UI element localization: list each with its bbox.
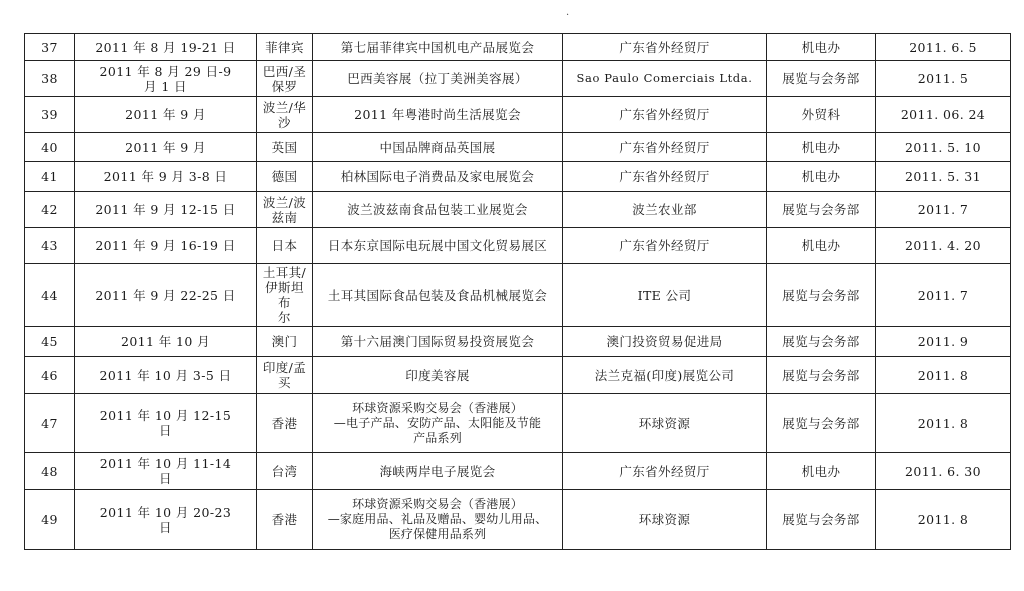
exhibition-name: 2011 年粤港时尚生活展览会 [313, 97, 563, 133]
row-number: 48 [25, 453, 75, 490]
table-row [25, 97, 1011, 133]
deadline: 2011. 6. 30 [876, 453, 1011, 490]
organizer: ITE 公司 [563, 264, 767, 327]
exhibition-name: 日本东京国际电玩展中国文化贸易展区 [313, 228, 563, 264]
exhibition-location: 印度/孟 买 [257, 357, 313, 394]
exhibition-location: 香港 [257, 490, 313, 550]
exhibition-table [24, 33, 1011, 550]
table-row [25, 162, 1011, 192]
exhibition-date: 2011 年 9 月 16-19 日 [75, 228, 257, 264]
deadline: 2011. 4. 20 [876, 228, 1011, 264]
row-number: 37 [25, 34, 75, 61]
deadline: 2011. 8 [876, 490, 1011, 550]
responsible-department: 展览与会务部 [767, 61, 876, 97]
organizer: 波兰农业部 [563, 192, 767, 228]
exhibition-date: 2011 年 9 月 [75, 133, 257, 162]
exhibition-name: 第七届菲律宾中国机电产品展览会 [313, 34, 563, 61]
exhibition-date: 2011 年 8 月 19-21 日 [75, 34, 257, 61]
row-number: 39 [25, 97, 75, 133]
organizer: Sao Paulo Comerciais Ltda. [563, 61, 767, 97]
organizer: 澳门投资贸易促进局 [563, 327, 767, 357]
exhibition-name: 波兰波兹南食品包装工业展览会 [313, 192, 563, 228]
row-number: 46 [25, 357, 75, 394]
exhibition-location: 英国 [257, 133, 313, 162]
table-row [25, 61, 1011, 97]
exhibition-location: 香港 [257, 394, 313, 453]
responsible-department: 展览与会务部 [767, 264, 876, 327]
exhibition-date: 2011 年 10 月 [75, 327, 257, 357]
scan-speck: · [566, 10, 570, 21]
deadline: 2011. 6. 5 [876, 34, 1011, 61]
organizer: 广东省外经贸厅 [563, 162, 767, 192]
exhibition-date: 2011 年 9 月 22-25 日 [75, 264, 257, 327]
deadline: 2011. 8 [876, 394, 1011, 453]
organizer: 广东省外经贸厅 [563, 34, 767, 61]
row-number: 41 [25, 162, 75, 192]
responsible-department: 展览与会务部 [767, 394, 876, 453]
organizer: 法兰克福(印度)展览公司 [563, 357, 767, 394]
exhibition-name: 巴西美容展（拉丁美洲美容展） [313, 61, 563, 97]
table-row [25, 34, 1011, 61]
responsible-department: 机电办 [767, 133, 876, 162]
exhibition-date: 2011 年 8 月 29 日-9 月 1 日 [75, 61, 257, 97]
responsible-department: 展览与会务部 [767, 357, 876, 394]
exhibition-date: 2011 年 9 月 [75, 97, 257, 133]
organizer: 环球资源 [563, 490, 767, 550]
responsible-department: 机电办 [767, 453, 876, 490]
row-number: 45 [25, 327, 75, 357]
table-row [25, 264, 1011, 327]
deadline: 2011. 06. 24 [876, 97, 1011, 133]
exhibition-date: 2011 年 10 月 3-5 日 [75, 357, 257, 394]
exhibition-name: 土耳其国际食品包装及食品机械展览会 [313, 264, 563, 327]
exhibition-date: 2011 年 10 月 12-15 日 [75, 394, 257, 453]
deadline: 2011. 5. 10 [876, 133, 1011, 162]
deadline: 2011. 5. 31 [876, 162, 1011, 192]
responsible-department: 展览与会务部 [767, 327, 876, 357]
exhibition-location: 澳门 [257, 327, 313, 357]
row-number: 43 [25, 228, 75, 264]
table-row [25, 453, 1011, 490]
exhibition-date: 2011 年 10 月 11-14 日 [75, 453, 257, 490]
deadline: 2011. 7 [876, 264, 1011, 327]
exhibition-name: 环球资源采购交易会（香港展） —电子产品、安防产品、太阳能及节能 产品系列 [313, 394, 563, 453]
organizer: 广东省外经贸厅 [563, 228, 767, 264]
responsible-department: 机电办 [767, 162, 876, 192]
responsible-department: 外贸科 [767, 97, 876, 133]
row-number: 47 [25, 394, 75, 453]
exhibition-name: 海峡两岸电子展览会 [313, 453, 563, 490]
table-row [25, 394, 1011, 453]
exhibition-location: 日本 [257, 228, 313, 264]
responsible-department: 机电办 [767, 228, 876, 264]
exhibition-date: 2011 年 9 月 3-8 日 [75, 162, 257, 192]
table-row [25, 357, 1011, 394]
table-row [25, 133, 1011, 162]
exhibition-date: 2011 年 10 月 20-23 日 [75, 490, 257, 550]
row-number: 42 [25, 192, 75, 228]
organizer: 广东省外经贸厅 [563, 453, 767, 490]
responsible-department: 机电办 [767, 34, 876, 61]
table-row [25, 192, 1011, 228]
responsible-department: 展览与会务部 [767, 192, 876, 228]
deadline: 2011. 9 [876, 327, 1011, 357]
exhibition-name: 柏林国际电子消费品及家电展览会 [313, 162, 563, 192]
organizer: 广东省外经贸厅 [563, 97, 767, 133]
exhibition-location: 台湾 [257, 453, 313, 490]
exhibition-name: 环球资源采购交易会（香港展） —家庭用品、礼品及赠品、婴幼儿用品、 医疗保健用品系列 [313, 490, 563, 550]
exhibition-location: 土耳其/ 伊斯坦布 尔 [257, 264, 313, 327]
organizer: 广东省外经贸厅 [563, 133, 767, 162]
table-row [25, 228, 1011, 264]
responsible-department: 展览与会务部 [767, 490, 876, 550]
exhibition-date: 2011 年 9 月 12-15 日 [75, 192, 257, 228]
exhibition-location: 德国 [257, 162, 313, 192]
exhibition-name: 中国品牌商品英国展 [313, 133, 563, 162]
deadline: 2011. 7 [876, 192, 1011, 228]
organizer: 环球资源 [563, 394, 767, 453]
table-row [25, 327, 1011, 357]
exhibition-location: 波兰/华 沙 [257, 97, 313, 133]
exhibition-location: 菲律宾 [257, 34, 313, 61]
row-number: 38 [25, 61, 75, 97]
exhibition-location: 波兰/波 兹南 [257, 192, 313, 228]
deadline: 2011. 5 [876, 61, 1011, 97]
exhibition-location: 巴西/圣 保罗 [257, 61, 313, 97]
deadline: 2011. 8 [876, 357, 1011, 394]
exhibition-name: 印度美容展 [313, 357, 563, 394]
table-row [25, 490, 1011, 550]
row-number: 40 [25, 133, 75, 162]
exhibition-name: 第十六届澳门国际贸易投资展览会 [313, 327, 563, 357]
row-number: 49 [25, 490, 75, 550]
row-number: 44 [25, 264, 75, 327]
